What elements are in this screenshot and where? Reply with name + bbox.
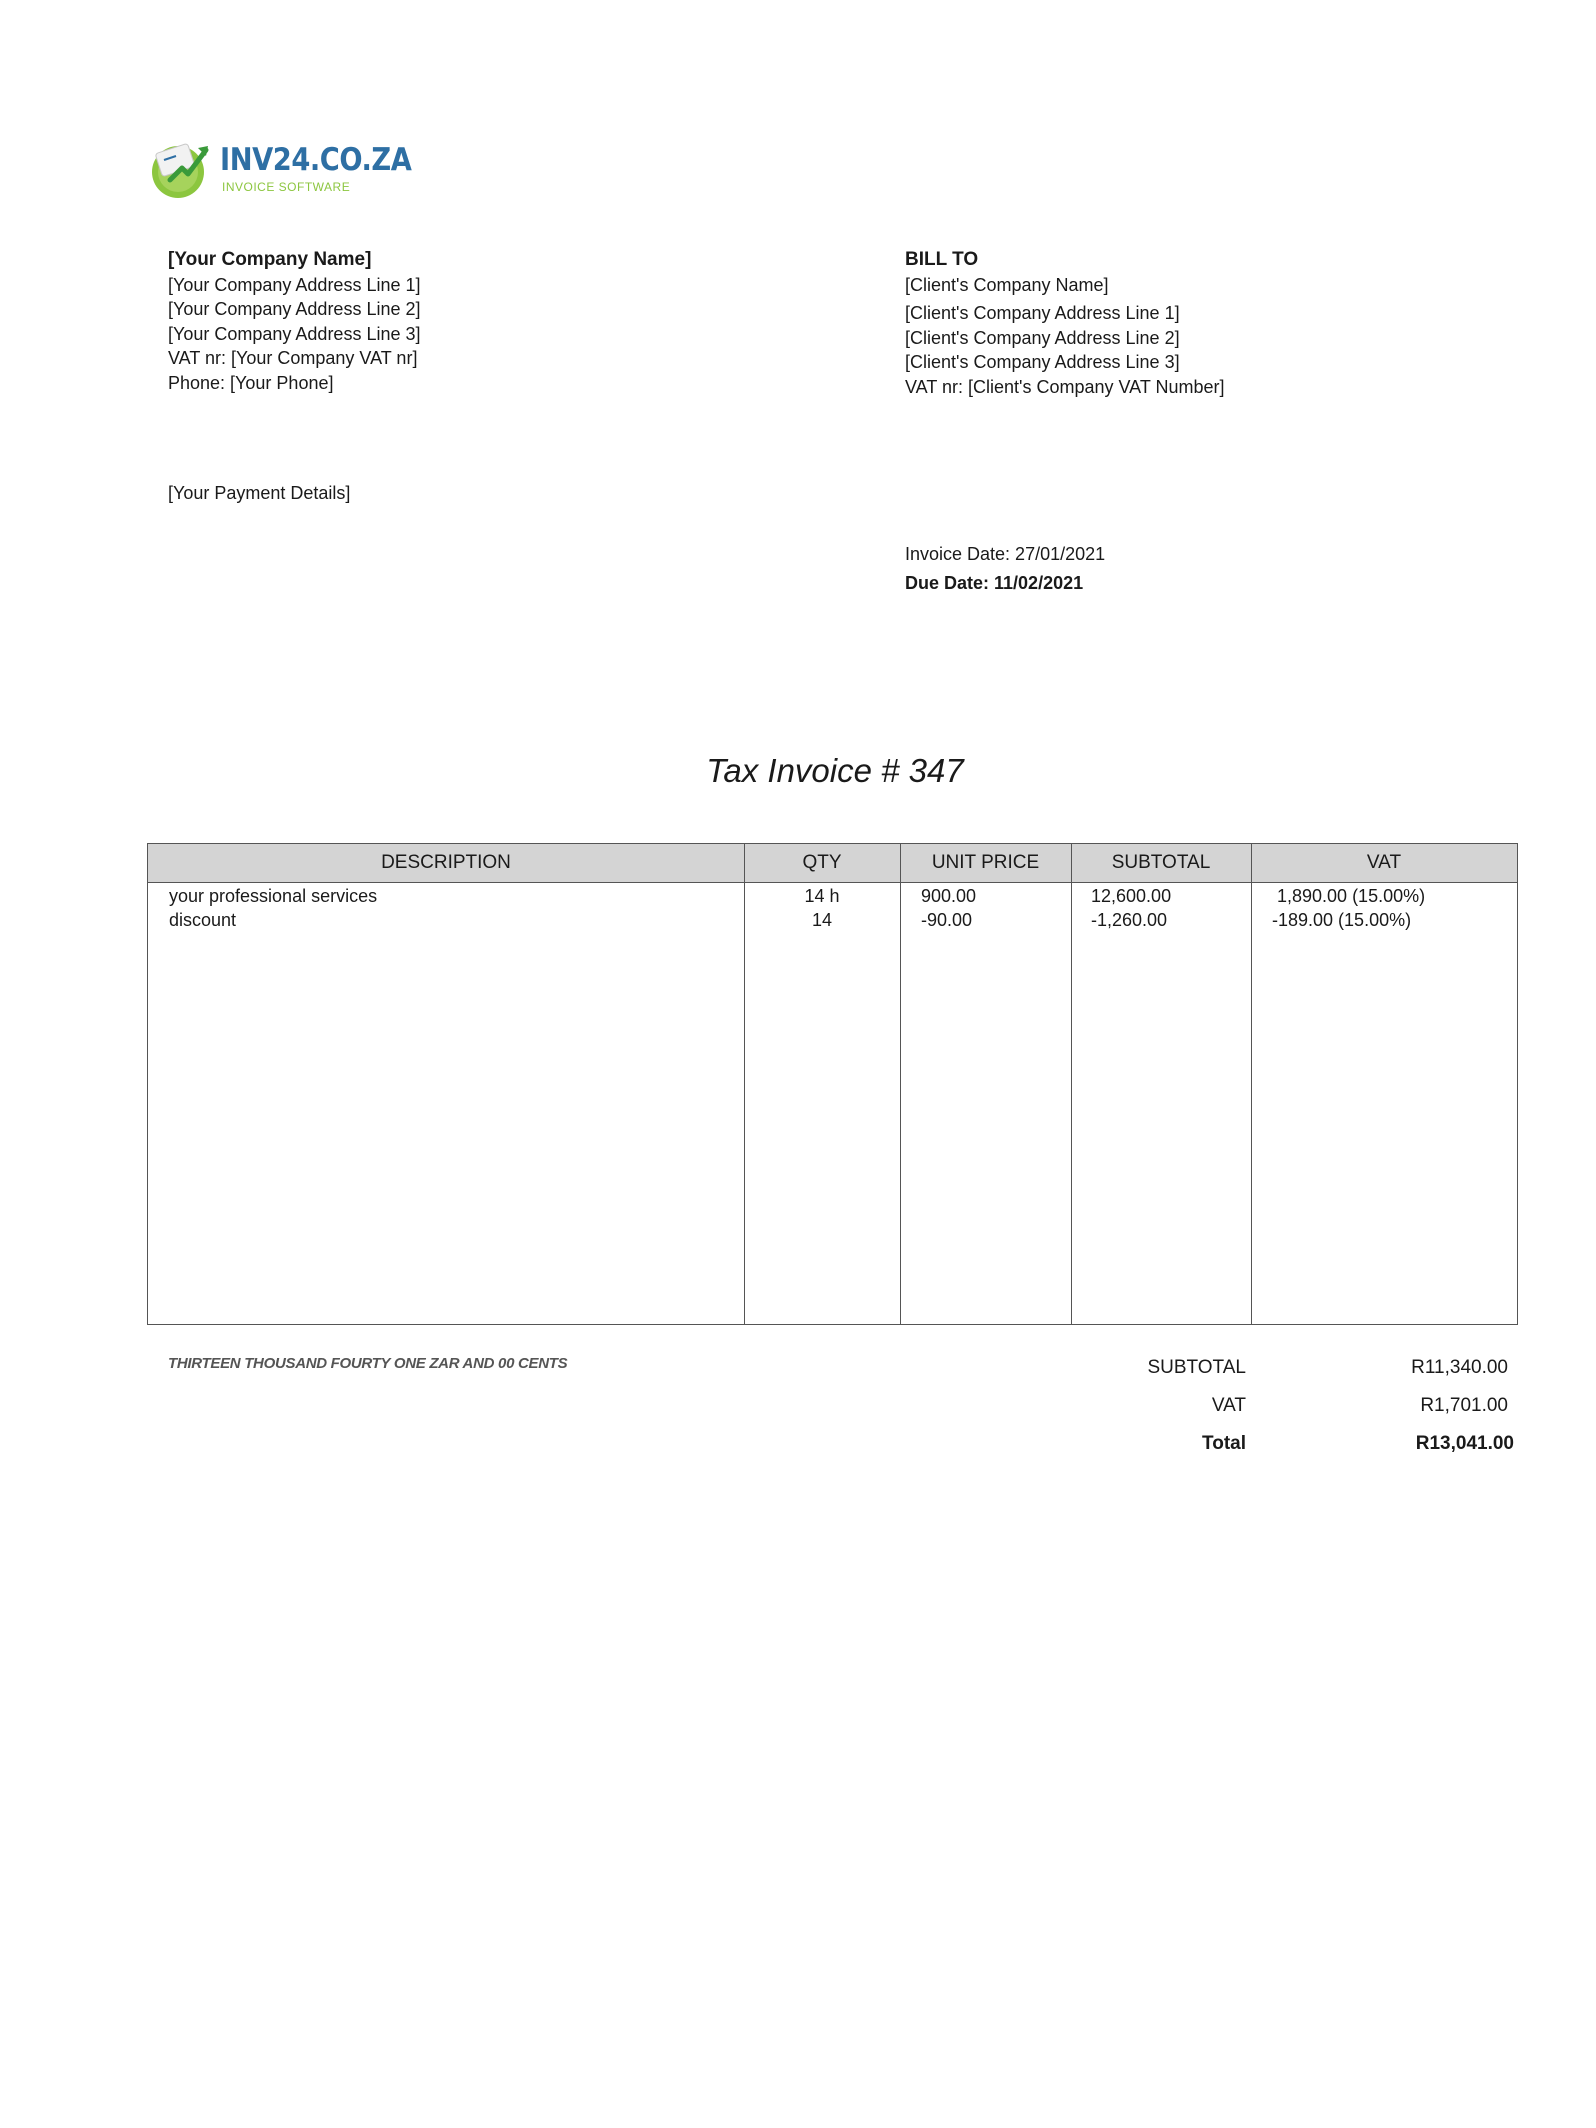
header-vat: VAT [1366,852,1402,873]
logo-name: INV24.CO.ZA [220,142,412,178]
header-unit-price: UNIT PRICE [931,852,1040,873]
row-description: discount [169,910,237,930]
header-description: DESCRIPTION [381,852,511,873]
logo-check-icon [148,136,214,200]
bill-to-heading: BILL TO [905,249,979,270]
client-vat: VAT nr: [Client's Company VAT Number] [905,376,1225,397]
column-divider [1251,844,1252,1324]
payment-details: [Your Payment Details] [168,483,351,503]
header-qty: QTY [802,852,842,873]
grand-total-value: R13,041.00 [1415,1433,1514,1454]
items-table [147,843,1518,1325]
row-subtotal: 12,600.00 [1091,886,1172,906]
row-vat: 1,890.00 (15.00%) [1277,886,1426,906]
subtotal-value: R11,340.00 [1411,1357,1508,1378]
client-address-line-3: [Client's Company Address Line 3] [905,352,1180,372]
company-details [168,248,421,395]
client-address-line-1: [Client's Company Address Line 1] [905,303,1180,323]
header-subtotal: SUBTOTAL [1111,852,1211,873]
due-date: Due Date: 11/02/2021 [905,573,1084,593]
client-name: [Client's Company Name] [905,274,1109,295]
column-divider [900,844,901,1324]
company-address-line-1: [Your Company Address Line 1] [168,274,421,295]
grand-total-label: Total [1202,1433,1246,1454]
row-unit-price: 900.00 [921,886,977,906]
company-vat: VAT nr: [Your Company VAT nr] [168,348,418,368]
company-address-line-2: [Your Company Address Line 2] [168,299,421,319]
row-vat: -189.00 (15.00%) [1272,910,1412,930]
logo-tagline: INVOICE SOFTWARE [222,180,351,194]
company-name: [Your Company Name] [168,249,372,270]
bill-to-details [905,248,1225,399]
column-divider [1071,844,1072,1324]
company-phone: Phone: [Your Phone] [168,372,334,393]
invoice-date: Invoice Date: 27/01/2021 [905,544,1106,564]
company-logo [148,136,412,200]
row-subtotal: -1,260.00 [1091,910,1168,930]
vat-total-value: R1,701.00 [1420,1395,1508,1416]
invoice-title: Tax Invoice # 347 [706,752,964,789]
vat-total-label: VAT [1211,1395,1246,1416]
row-qty: 14 h [804,886,840,906]
row-qty: 14 [811,910,833,930]
company-address-line-3: [Your Company Address Line 3] [168,323,421,344]
row-description: your professional services [169,886,378,906]
client-address-line-2: [Client's Company Address Line 2] [905,327,1180,348]
amount-in-words: THIRTEEN THOUSAND FOURTY ONE ZAR AND 00 CENTS [168,1355,568,1372]
subtotal-label: SUBTOTAL [1147,1357,1246,1378]
row-unit-price: -90.00 [921,910,973,930]
invoice-dates [905,540,1105,598]
